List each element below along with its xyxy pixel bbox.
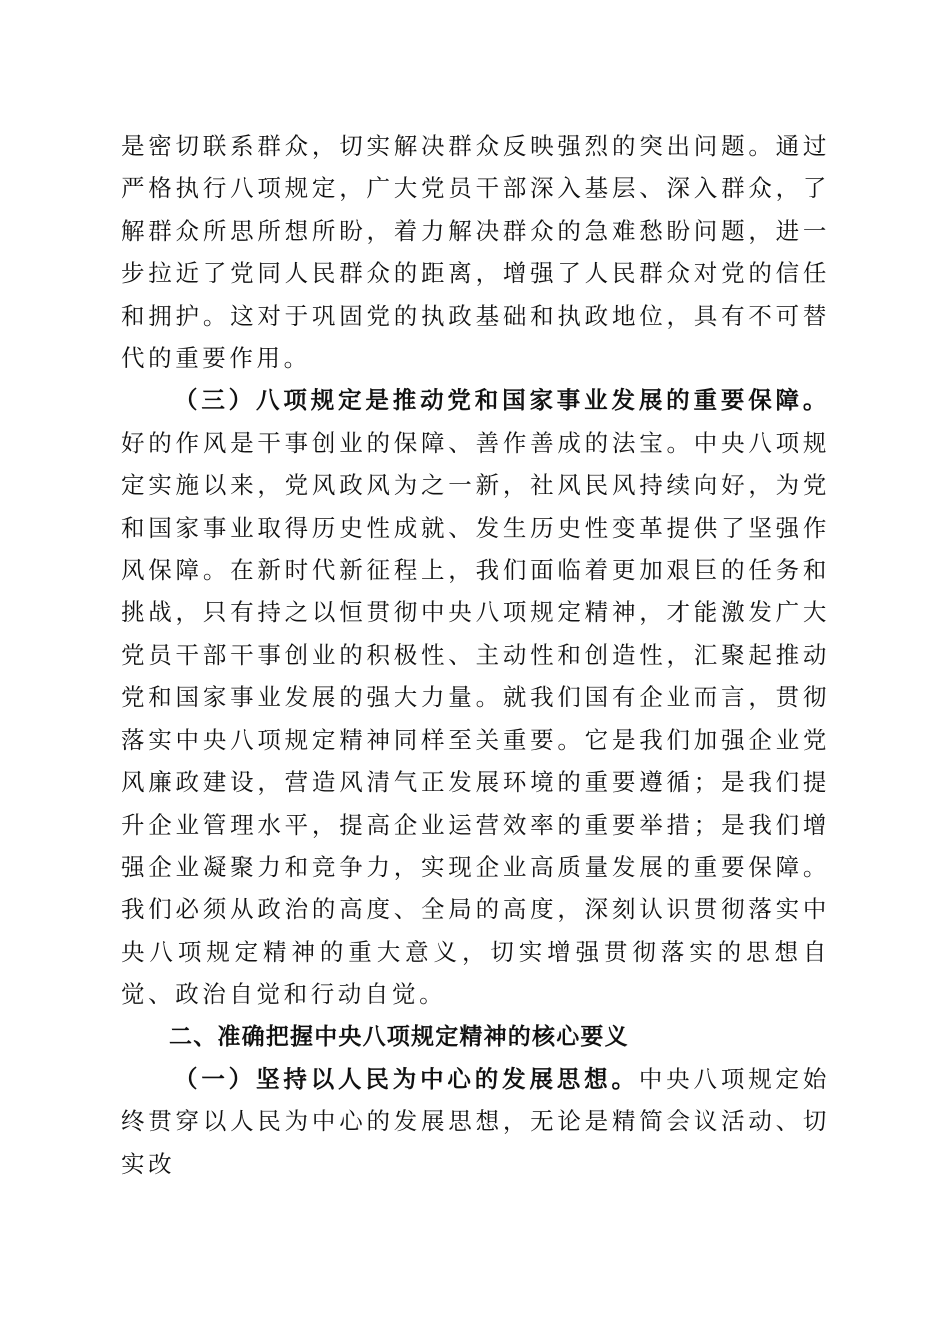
document-body: [121, 125, 830, 1185]
paragraph-continuation: 是密切联系群众，切实解决群众反映强烈的突出问题。通过严格执行八项规定，广大党员干部深入基层、深入群众，了解群众所思所想所盼，着力解决群众的急难愁盼问题，进一步拉近了党同人民群众的距离，增强了人民群众对党的信任和拥护。这对于巩固党的执政基础和执政地位，具有不可替代的重要作用。: [121, 132, 830, 373]
paragraph-section-two-one: [121, 1058, 830, 1185]
paragraph-three-body: 好的作风是干事创业的保障、善作善成的法宝。中央八项规定实施以来，党风政风为之一新，社风民风持续向好，为党和国家事业取得历史性成就、发生历史性变革提供了坚强作风保障。在新时代新征程上，我们面临着更加艰巨的任务和挑战，只有持之以恒贯彻中央八项规定精神，才能激发广大党员干部干事创业的积极性、主动性和创造性，汇聚起推动党和国家事业发展的强大力量。就我们国有企业而言，贯彻落实中央八项规定精神同样至关重要。它是我们加强企业党风廉政建设，营造风清气正发展环境的重要遵循；是我们提升企业管理水平，提高企业运营效率的重要举措；是我们增强企业凝聚力和竞争力，实现企业高质量发展的重要保障。我们必须从政治的高度、全局的高度，深刻认识贯彻落实中央八项规定精神的重大意义，切实增强贯彻落实的思想自觉、政治自觉和行动自觉。: [121, 428, 830, 1009]
paragraph-three: [121, 379, 830, 1015]
paragraph-three-heading: （三）八项规定是推动党和国家事业发展的重要保障。: [174, 386, 830, 415]
section-two-title: 二、准确把握中央八项规定精神的核心要义: [169, 1023, 629, 1050]
paragraph-section-two-one-heading: （一）坚持以人民为中心的发展思想。: [174, 1064, 639, 1093]
paragraph-section-two-one-body: 中央八项规定始终贯穿以人民为中心的发展思想，无论是精简会议活动、切实改: [121, 1064, 831, 1178]
